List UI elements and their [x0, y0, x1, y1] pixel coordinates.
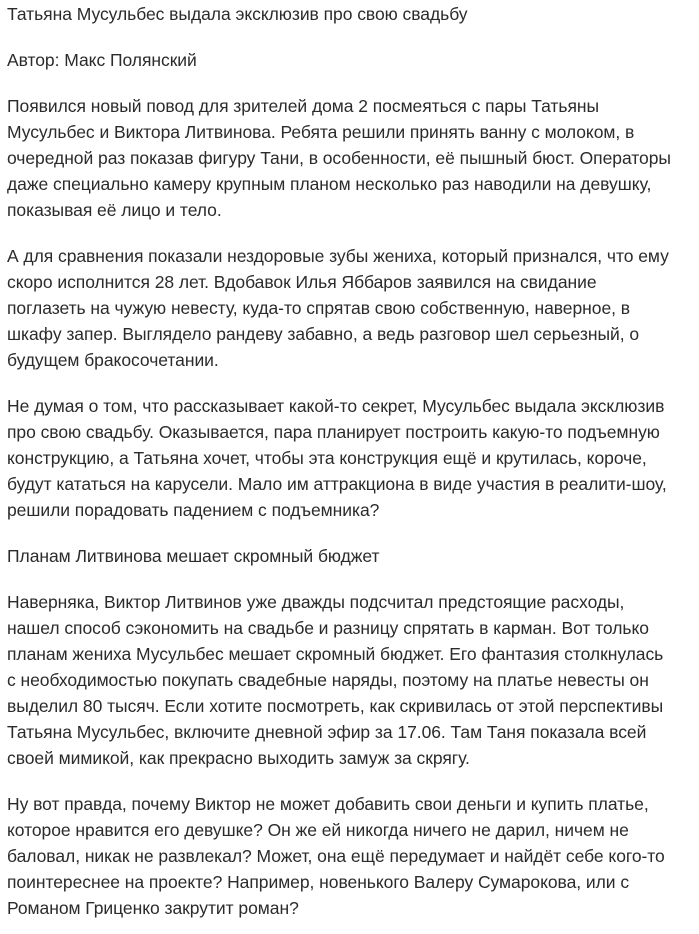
paragraph-1 — [7, 93, 693, 223]
article-title: Татьяна Мусульбес выдала эксклюзив про свою свадьбу — [7, 4, 468, 24]
paragraph-line: Наверняка, Виктор Литвинов уже дважды подсчитал предстоящие расходы, — [7, 592, 625, 612]
paragraph-line: будут кататься на карусели. Мало им аттракциона в виде участия в реалити-шоу, — [7, 474, 667, 494]
paragraph-line: А для сравнения показали нездоровые зубы жениха, который признался, что ему — [7, 246, 669, 266]
paragraph-line: будущем бракосочетании. — [7, 350, 219, 370]
paragraph-5 — [7, 791, 693, 921]
paragraph-3 — [7, 393, 693, 523]
article-author: Автор: Макс Полянский — [7, 50, 197, 70]
paragraph-line: показывая её лицо и тело. — [7, 200, 222, 220]
paragraph-2 — [7, 243, 693, 373]
paragraph-line: Татьяна Мусульбес, включите дневной эфир за 17.06. Там Таня показала всей — [7, 722, 647, 742]
paragraph-line: которое нравится его девушке? Он же ей никогда ничего не дарил, ничем не — [7, 820, 629, 840]
paragraph-line: решили порадовать падением с подъемника? — [7, 500, 380, 520]
paragraph-line: нашел способ сэкономить на свадьбе и разницу спрятать в карман. Вот только — [7, 618, 649, 638]
paragraph-line: про свою свадьбу. Оказывается, пара планирует построить какую-то подъемную — [7, 422, 660, 442]
paragraph-line: Ну вот правда, почему Виктор не может добавить свои деньги и купить платье, — [7, 794, 649, 814]
paragraph-line: конструкцию, а Татьяна хочет, чтобы эта конструкция ещё и крутилась, короче, — [7, 448, 647, 468]
paragraph-line: своей мимикой, как прекрасно выходить замуж за скрягу. — [7, 748, 470, 768]
paragraph-line: Мусульбес и Виктора Литвинова. Ребята решили принять ванну с молоком, в — [7, 122, 635, 142]
paragraph-line: планам жениха Мусульбес мешает скромный бюджет. Его фантазия столкнулась — [7, 644, 664, 664]
paragraph-line: с необходимостью покупать свадебные наряды, поэтому на платье невесты он — [7, 670, 649, 690]
paragraph-line: скоро исполнится 28 лет. Вдобавок Илья Яббаров заявился на свидание — [7, 272, 597, 292]
article — [0, 1, 699, 934]
paragraph-line: даже специально камеру крупным планом несколько раз наводили на девушку, — [7, 174, 652, 194]
paragraph-line: Романом Гриценко закрутит роман? — [7, 898, 299, 918]
paragraph-line: выделил 80 тысяч. Если хотите посмотреть, как скривилась от этой перспективы — [7, 696, 664, 716]
paragraph-line: поинтереснее на проекте? Например, новенького Валеру Сумарокова, или с — [7, 872, 630, 892]
paragraph-line: баловал, никак не развлекал? Может, она ещё передумает и найдёт себе кого-то — [7, 846, 665, 866]
section-subheading: Планам Литвинова мешает скромный бюджет — [7, 546, 380, 566]
paragraph-line: поглазеть на чужую невесту, куда-то спрятав свою собственную, наверное, в — [7, 298, 631, 318]
paragraph-line: шкафу запер. Выглядело рандеву забавно, а ведь разговор шел серьезный, о — [7, 324, 640, 344]
paragraph-line: Появился новый повод для зрителей дома 2 посмеяться с пары Татьяны — [7, 96, 600, 116]
paragraph-4 — [7, 589, 693, 771]
paragraph-line: Не думая о том, что рассказывает какой-то секрет, Мусульбес выдала эксклюзив — [7, 396, 665, 416]
paragraph-line: очередной раз показав фигуру Тани, в особенности, её пышный бюст. Операторы — [7, 148, 671, 168]
